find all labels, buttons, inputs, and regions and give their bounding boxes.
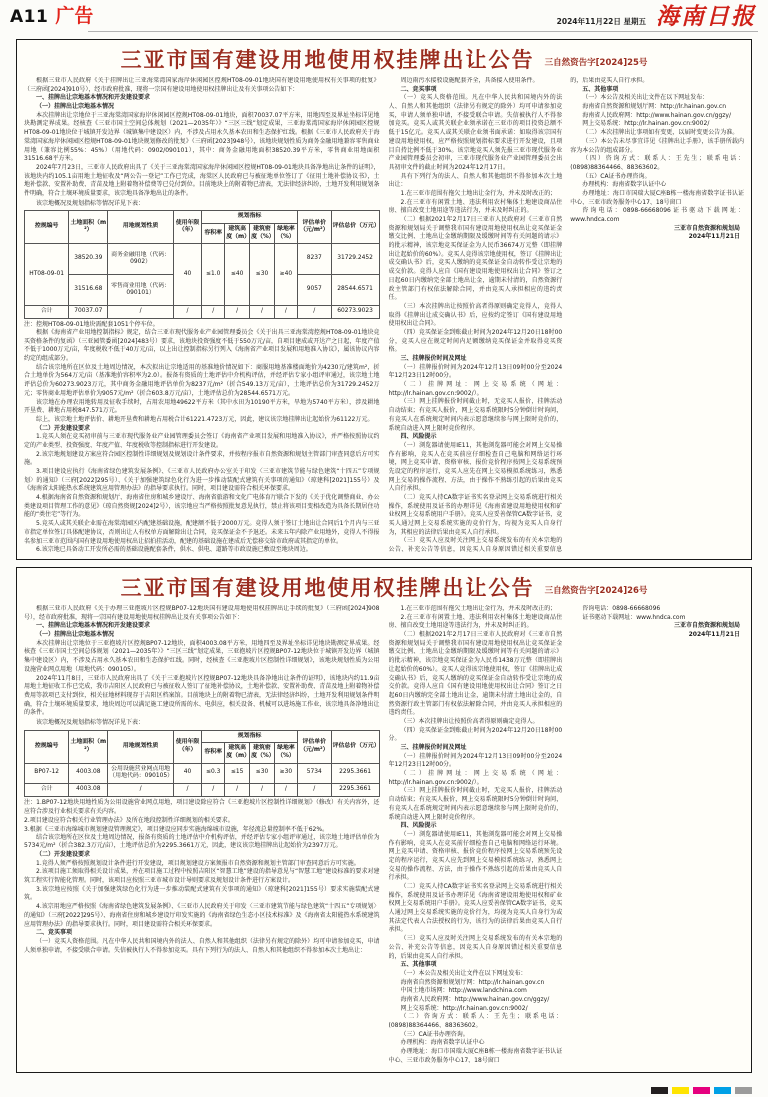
col-green: 绿地率（%） — [274, 743, 297, 763]
table-header-row — [25, 211, 380, 224]
paragraph: （二）根据2021年2月17日三亚市人民政府对《三亚市自然资源和规划局关于调整我市国有建设用地使用权出让竞买保证金缴交比例、土地出让金缴纳期限及缓缴时间等有关问题的请示》的批示精神，该宗地竞买保证金为人民币36674万元整（即挂牌出让起始价的60%）。竞买人竞得该宗地使用权，签订《挂牌出让成交确认书》后，竞买人缴纳的竞买保证金自动转作受让宗地的成交价款。竞得人应自《国有建设用地使用权出让合同》签订之日起60日内缴纳完全部土地出让金，逾期未付清的，自然资源行政主管部门有权依法解除合同，并由竞买人承担相应的违约责任。 — [388, 216, 563, 302]
page-header-left — [10, 1, 93, 28]
paragraph: 2024年11月21日 — [688, 631, 740, 639]
paragraph: 根据三亚市人民政府《关于挂牌出让三亚海棠湾国家海岸休闲园区控规HT08-09-01地块国有建设用地使用权有关事项的批复》（三府函[2024]910号），经市政府批准，现将一宗国有建设用地使用权挂牌出让及有关事项公告如下： — [24, 77, 380, 93]
col-density: 建筑密度（%） — [250, 743, 275, 763]
col-unit-price: 评估单价（元/m²） — [297, 211, 331, 244]
page-number: A11 — [10, 7, 49, 27]
paragraph: 本次挂牌出让宗地位于三亚抱坡片区控规BP07-12地块，面积4003.08平方米，用地四至及界址坐标详见地块勘测定界成果。经核查《三亚市国土空间总体规划（2021—2035年）》“三区三线”划定成果，三亚抱坡片区控规BP07-12地块位于城镇开发边界（城镇集中建设区）内，不涉及占用永久基本农田和生态保护红线。同时，经核查《三亚抱坡片区控制性详细规划》，该地块规划性质为公用设施营业网点用地（用地代码：090105）。 — [24, 639, 380, 673]
paragraph: 二、竞买事项 — [400, 85, 437, 93]
paragraph: 网上交易系统：http://lr.hainan.gov.cn:9002/ — [400, 1004, 528, 1012]
col-density: 建筑密度（%） — [250, 223, 275, 243]
announcement-2-table-notes — [24, 798, 380, 834]
paragraph: （二）竞买人持CA数字证书实名登录网上交易系统进行相关操作，系统使用及证书的办理详见《海南省建设用地使用权和矿业权网上交易系统用户手册》。竞买人应妥善保管CA数字证书，竞买人通过网上交易系统实施的竞价行为，均视为竞买人自身行为，其相应的法律后果由竞买人自行承担。 — [388, 494, 563, 536]
paragraph: （一）本公告及相关出让文件在以下网址发布： — [582, 94, 709, 102]
print-color-bar-gray — [735, 1087, 752, 1094]
paragraph: （二）根据2021年2月17日三亚市人民政府对《三亚市自然资源和规划局关于调整我市国有建设用地使用权出让竞买保证金缴交比例、土地出让金缴纳期限及缓缴时间等有关问题的请示》的批示精神，该宗地竞买保证金为人民币1438万元整（即挂牌出让起始价的60%）。竞买人竞得该宗地使用权，签订《挂牌出让成交确认书》后，竞买人缴纳的竞买保证金自动转作受让宗地的成交价款。竞得人应自《国有建设用地使用权出让合同》签订之日起60日内缴纳完全部土地出让金，逾期未付清土地出让金的，自然资源行政主管部门有权依法解除合同，并由竞买人承担相应的违约责任。 — [388, 631, 563, 717]
announcement-2-body — [24, 605, 744, 1073]
paragraph: 2024年11月21日 — [688, 233, 740, 241]
col-green: 绿地率（%） — [274, 223, 297, 243]
paragraph: 2.在三亚市有闲置土地、违法利用农村集体土地建设商品住房、擅自改变土地用途等违法行为，并未及时纠正的。 — [388, 198, 563, 215]
table-note: 3.根据《三亚市海绵城市规划建设管理规定》，项目建设应同步实施海绵城市设施，年径流总量控制率不低于62%。 — [24, 825, 329, 833]
col-height: 建筑高度（m） — [225, 743, 250, 763]
paragraph: 网上交易系统：http://lr.hainan.gov.cn:9002/ — [582, 120, 710, 128]
paragraph: 咨询电话：0898-66668096 — [582, 605, 661, 612]
announcement-1-land-table — [24, 210, 380, 319]
header-rule — [88, 31, 758, 32]
paragraph: 4.根据海南省自然资源和规划厅、海南省住房和城乡建设厅、海南省旅游和文化广电体育厅联合下发的《关于优化调整商业、办公类建设项目管理工作的意见》（琼自然资规[2024]2号），该宗地应当严格按照批复意见执行，禁止将该项目变相改造为具备长期居住功能的“类住宅”等行为。 — [24, 494, 380, 519]
col-metrics: 规划指标 — [202, 730, 298, 743]
col-years: 使用年限（年） — [173, 730, 201, 763]
announcement-2-land-table — [24, 730, 380, 797]
paragraph: 三、挂牌报价时间及网址 — [400, 355, 467, 362]
paragraph: （一）挂牌出让宗地基本情况 — [36, 103, 115, 111]
announcement-2-title: 三亚市国有建设用地使用权挂牌出让公告 — [120, 575, 535, 600]
announcement-1-title: 三亚市国有建设用地使用权挂牌出让公告 — [120, 47, 535, 72]
paragraph: 海南省自然资源和规划厅网：http://lr.hainan.gov.cn — [582, 103, 727, 111]
col-far: 容积率 — [202, 743, 225, 763]
paragraph: （一）挂牌出让宗地基本情况 — [36, 631, 115, 639]
table-note: 2.项目建设应符合相关行业管理办法》及所在地段控制性详细规划的相关要求。 — [24, 816, 234, 824]
announcement-2 — [16, 567, 752, 1073]
table-total-row: 合计 4003.08 / / / / / / / 2295.3661 — [25, 783, 380, 796]
paragraph: 结合该宗地所在区位及土地周边情况，报备有资质的土地评估中介机构评估，并经评估专家小组评审通过，该宗地土地评估单价为5734元/m²（折合382.3万元/亩），土地评估总价为2295.3661万元，因此，建议该宗地挂牌出让起始价为2397万元。 — [24, 833, 380, 850]
announcement-1-body — [24, 77, 744, 560]
paragraph: 四、风险提示 — [400, 433, 437, 441]
announcement-2-requirements — [24, 834, 380, 956]
paragraph: 办理地址：海口市国瑞大厦C座B栋一楼海南省数字证书认证中心、三亚市政务服务中心17、18号窗口 — [388, 1048, 563, 1064]
print-color-bar-cyan — [714, 1087, 731, 1094]
paragraph: （四）咨询方式：联系人：王先生；联系电话：(0898)88364466、88363602。 — [570, 155, 744, 171]
page-header-right — [557, 5, 756, 28]
paragraph: 办理地址：海口市国瑞大厦C座B栋一楼海南省数字证书认证中心、三亚市政务服务中心17、18号窗口 — [570, 189, 744, 206]
paragraph: 五、其他事项 — [400, 961, 437, 969]
paragraph: 2.该宗地规划建设方案应符合园区控制性详细规划及规划设计条件要求，并按程序报市自然资源和规划主管部门审查同意后方可实施。 — [24, 450, 380, 467]
paragraph: 四、风险提示 — [400, 822, 437, 830]
paragraph: 2024年11月8日，三亚市人民政府出具了《关于三亚抱坡片区控规BP07-12地块具备净地出让条件的证明》，该地块内约11.9亩用地土地征收工作已完成，我市吉阳区人民政府已与被征收人签订了征地补偿协议，土地补偿款、安置补助费、青苗及地上附着物补偿费用等款项已支付到位，相关征地材料现存于吉阳区档案馆。目前地块上的附着物已清表，无法律经济纠纷，土地开发利用规划条件明确，符合土壤环境质量要求，地块周边可以满足施工建设所需的水、电供应，相关设备、机械可以进场施工作业，该宗地具备净地出让的条件。 — [24, 674, 380, 717]
col-use: 用地规划性质 — [108, 211, 174, 244]
paragraph: （二）挂牌网址：网上交易系统（网址：http://lr.hainan.gov.cn:9002/）。 — [388, 381, 563, 397]
paragraph: 5.竞买人或其关联企业需在海棠湾园区内配建基础设施，配建额不低于2000万元。竞得人须于签订土地出让合同后1个月内与三亚市指定单位签订具体配建协议，否则出让人有权单方面解除出让合同，竞买保证金不予退还。未来五年内除产业用地外，竞得人不得报名参加三亚市范围内国有建设用地使用权出让招拍挂活动，配建的基础设施在建成后无偿移交给市政府或其指定的单位。 — [24, 520, 380, 545]
col-use: 用地规划性质 — [108, 730, 174, 763]
paragraph: 二、竞买事项 — [36, 929, 73, 937]
col-area: 土地面积（m²） — [69, 211, 108, 244]
paragraph: 2024年7月23日，三亚市人民政府出具了《关于三亚海棠湾国家海岸休闲园区控规HT08-09-01地块具备净地出让条件的证明》，该地块内约105.1亩用地土地征收及“两公告一登记”工作已完成，海棠区人民政府已与被征地单位签订了《征用土地补偿协议书》，土地补偿款、安置补助费、青苗及地上附着物补偿费等已兑付到位。目前地块上的附着物已清表，无法律经济纠纷，土地开发利用规划条件明确，符合土壤环境质量要求，该宗地具备净地出让的条件。 — [24, 163, 380, 197]
paragraph: （三）网上挂牌报价时间截止时，无竞买人报价，挂牌活动自动结束；有竞买人报价，网上交易系统限时5分钟倒计时询问，有竞买人在系统规定时间内表示愿意继续参与网上限时竞价的，系统自动进入网上限时竞价程序。 — [388, 398, 563, 432]
announcement-1-intro — [24, 77, 380, 199]
paragraph: 海南省自然资源和规划厅网：http://lr.hainan.gov.cn — [400, 978, 545, 986]
paragraph: 具有下列行为的法人、自然人和其他组织不得参加本次土地出让： — [388, 172, 563, 189]
paragraph: 五、其他事项 — [582, 85, 619, 93]
paragraph: 周边雨污水接驳设施配套齐全，具备接入使用条件。 — [400, 77, 539, 84]
paragraph: （一）竞买人资格范围。凡在中华人民共和国境内外的法人、自然人和其他组织（法律另有规定的除外）均可申请参加竞买，申请人须单独申请，不接受联合申请。失信被执行人不得参加竞买。具有下列行为的法人、自然人和其他组织不得参加本次土地出让： — [24, 937, 380, 954]
paragraph: 2.在三亚市有闲置土地、违法利用农村集体土地建设商品住房、擅自改变土地用途等违法行为，并未及时纠正的。 — [388, 613, 563, 630]
paragraph: 中国土地市场网：http://www.landchina.com — [400, 987, 527, 995]
paragraph: （一）挂牌报价时间为2024年12月13日09时00分至2024年12月23日12时00分。 — [388, 363, 563, 380]
paragraph: 根据三亚市人民政府《关于办理三亚抱坡片区控规BP07-12地块国有建设用地使用权挂牌出让手续的批复》（三府函[2024]908号），经市政府批准，现将一宗国有建设用地使用权挂牌出让及有关事项公告如下： — [24, 605, 380, 621]
paragraph: 海南省人民政府网：http://www.hainan.gov.cn/ggzy/ — [582, 111, 731, 119]
col-total-price: 评估总价（万元） — [331, 730, 379, 763]
paragraph: 该宗地在办理农用地转用及征收手续时，占用农用地49622平方米（其中水田为10190平方米，旱地为5740平方米），涉及耕地开垦费、耕地占用税847.571万元。 — [24, 398, 380, 415]
paragraph: 结合该宗地所在区位及土地周边情况，本次拟出让宗地适用的基准地价情况如下：商服用地基准楼面地价为4230元/建筑m²，折合土地单价为564万元/亩（基准地价容积率为2.0）。报备有资质的土地评估中介机构评估，并经评估专家小组评审通过，该宗地土地评估总价为60273.9023万元，其中商务金融用地评估单价为8237元/m²（折合549.13万元/亩），土地评估总价为31729.2452万元；零售商业用地评估单价为9057元/m²（折合603.8万元/亩），土地评估总价为28544.6571万元。 — [24, 363, 380, 397]
table-note: 注：控规HT08-09-01地块需配套1051个停车位。 — [24, 321, 159, 328]
col-plot: 控规编号 — [25, 211, 69, 244]
print-color-bar-magenta — [693, 1087, 710, 1094]
col-unit-price: 评估单价（元/m²） — [297, 730, 331, 763]
table-caption: 该宗地概况及规划指标等情况详见下表： — [36, 718, 145, 726]
paragraph: 本次挂牌出让宗地位于三亚海棠湾国家海岸休闲园区控规HT08-09-01地块，面积70037.07平方米，用地四至及界址坐标详见地块勘测定界成果。经核查《三亚市国土空间总体规划（2021—2035年）》“三区三线”划定成果，三亚海棠湾国家海岸休闲园区控规HT08-09-01地块位于城镇开发边界（城镇集中建设区）内，不涉及占用永久基本农田和生态保护红线。根据《三亚市人民政府关于海棠湾国家海岸休闲园区控规HT08-09-01地块规划修改的批复》（三府函[2023]948号），该地块规划性质为商务金融用地兼容零售商业用地（兼容比例55%：45%）（用地代码：0902/090101），其中：商务金融用地面积38520.39平方米，零售商业用地面积31516.68平方米。 — [24, 111, 380, 163]
table-row: HT08-09-01 38520.39 商务金融用地（代码：0902） 40 ≤1.0 ≤40 ≤30 ≥40 8237 31729.2452 — [25, 244, 380, 275]
paragraph: 3.项目建设应执行《海南省绿色建筑发展条例》、《三亚市人民政府办公室关于印发〈三亚市建筑节能与绿色建筑“十四五”专项规划〉的通知》（三府[2022]295号）、《关于加强建筑绿色化行为进一步推动装配式建筑有关事项的通知》（琼建科[2021]155号）及《海南省太阳能热水系统建筑应用管理办法》的指导要求执行。同时，项目建设需符合相关环保要求。 — [24, 468, 380, 493]
paragraph: （三）竞买人应及时关注网上交易系统发布的有关本宗地的公告、补充公告等信息，因竞买人自身原因错过相关重要信息的，后果由竞买人自行承担。 — [388, 935, 563, 960]
paragraph: 三亚市自然资源和规划局 — [673, 622, 740, 630]
paragraph: （一）竞买人资格范围。凡在中华人民共和国境内外的法人、自然人和其他组织（法律另有规定的除外）均可申请参加竞买，申请人须单独申请，不接受联合申请。失信被执行人不得参加竞买。竞买人或其关联企业须承诺在三亚市的项目投资总额不低于15亿元。竞买人或其关联企业须书面承诺：如取得该宗国有建设用地使用权，应严格按照规划指标要求进行开发建设，且项目自持比例不低于30%。该宗地竞买人须先报三亚市现代服务业产业园管理委员会初审，三亚市现代服务业产业园管理委员会出具初审文件的截止时间为2024年12月17日。 — [388, 94, 563, 171]
announcement-2-doc-number: 三自然资告字[2024]26号 — [544, 586, 648, 596]
col-years: 使用年限（年） — [173, 211, 201, 244]
paragraph: 三亚市自然资源和规划局 — [673, 224, 740, 232]
paragraph: 海南省人民政府网：http://www.hainan.gov.cn/ggzy/ — [400, 995, 550, 1003]
paragraph: 三、挂牌报价时间及网址 — [400, 744, 467, 751]
announcement-1-right-columns — [389, 77, 745, 560]
paragraph: （五）CA证书办理咨询。 — [582, 172, 651, 180]
paragraph: （三）本次挂牌出让按照价高者得原则确定竞得人，竞得人取得《挂牌出让成交确认书》后，应按约定签订《国有建设用地使用权出让合同》。 — [388, 302, 563, 328]
date-line: 2024年11月22日 星期五 — [556, 17, 646, 26]
table-caption: 该宗地概况及规划指标等情况详见下表： — [36, 199, 145, 207]
paragraph: （四）竞买保证金到账截止时间为2024年12月20日18时00分。 — [388, 726, 563, 743]
paragraph: 综上，该宗地土地评估价、耕地开垦费和耕地占用税合计61221.4723万元，因此，建议该宗地挂牌出让起始价为61122万元。 — [36, 415, 374, 423]
paragraph: （三）CA证书办理咨询。 — [400, 1030, 469, 1038]
announcement-1-title-row — [24, 44, 744, 74]
paragraph: （三）网上挂牌报价时间截止时，无竞买人报价，挂牌活动自动结束；有竞买人报价，网上交易系统限时5分钟倒计时询问，有竞买人在系统规定时间内表示愿意继续参与网上限时竞价的，系统自动进入网上限时竞价程序。 — [388, 787, 563, 821]
paragraph: 一、挂牌出让宗地基本情况和开发建设要求 — [36, 622, 151, 630]
paragraph: 证书驱动下载网址：www.hndca.com — [582, 613, 686, 621]
paragraph: 1.竞得人须严格按照规划设计条件进行开发建设，项目规划建设方案须报市自然资源和规划主管部门审查同意后方可实施。 — [36, 859, 360, 867]
paragraph: （二）挂牌网址：网上交易系统（网址：http://lr.hainan.gov.cn:9002/）。 — [388, 770, 563, 786]
col-total-price: 评估总价（万元） — [331, 211, 379, 244]
col-plot: 控规编号 — [25, 730, 69, 763]
section-label: 广告 — [55, 5, 94, 27]
announcement-1-left-column — [24, 77, 380, 560]
col-metrics: 规划指标 — [202, 211, 298, 224]
table-row: BP07-12 4003.08 公用设施营业网点用地（用地代码：090105） 40 ≤0.3 ≤15 ≤30 ≥30 5734 2295.3661 — [25, 763, 380, 783]
paragraph: （一）浏览器请使用IE11，其他浏览器可能会对网上交易操作有影响，竞买人在竞买前仔细检查自己电脑和网络运行环境。网上竞买申请、资格审核、报价竞价程序按网上交易系统预先设定的程序运行，竞买人应先到网上交易模拟系统练习，熟悉网上交易的操作流程、方法，由于操作不熟练引起的后果由竞买人自行承担。 — [388, 830, 563, 882]
announcement-2-right-columns — [389, 605, 745, 1073]
announcement-2-left-column — [24, 605, 380, 1073]
col-area: 土地面积（m²） — [69, 730, 108, 763]
paragraph: （二）开发建设要求 — [36, 851, 91, 859]
announcement-1-requirements — [24, 329, 380, 555]
paragraph: 6.该宗地已具备动工开发所必需的基础设施配套条件，供水、供电、道路等市政设施已敷设至地块周边。 — [36, 546, 312, 554]
paragraph: 咨询电话：0898-66668096证书驱动下载网址：www.hndca.com — [570, 207, 744, 223]
paragraph: 办理机构：海南省数字认证中心 — [582, 181, 667, 189]
paragraph: （三）本次挂牌出让按照价高者得原则确定竞得人。 — [400, 717, 539, 725]
table-row: 31516.68 零售商业用地（代码：090101） 9057 28544.6571 — [25, 275, 380, 306]
paragraph: 根据《海南省产业用地控制指标》规定，结合三亚市现代服务业产业园管理委员会《关于出具三亚海棠湾控规HT08-09-01地块竞买资格条件的复函》（三亚园管委函[2024]483号）要求，该地块投资强度不低于550万元/亩，自项目建成或开达产之日起，年度产值不低于1000万元/亩，年度税收不低于40万元/亩，以上出让控制指标另行列入《海南省产业项目发展和用地准入协议》，属该协议内容约定的组成部分。 — [24, 329, 380, 363]
table-header-row — [25, 730, 380, 743]
masthead-logo: 海南日报 — [656, 3, 756, 30]
paragraph: （二）开发建设要求 — [36, 424, 91, 432]
announcement-2-intro — [24, 605, 380, 718]
paragraph: （一）浏览器请使用IE11，其他浏览器可能会对网上交易操作有影响，竞买人在竞买前应仔细检查自己电脑和网络运行环境，网上竞买申请、资格审核、报价竞价程序按网上交易系统预先设定的程序运行，竞买人应先在网上交易模拟系统练习，熟悉网上交易的操作流程、方法，由于操作不熟练引起的后果由竞买人自行承担。 — [388, 441, 563, 493]
paragraph: （三）本公告未尽事宜详见《挂牌出让手册》，该手册所载内容为本公告的组成部分。 — [570, 137, 744, 154]
paragraph: （一）本公告及相关出让文件在以下网址发布： — [400, 969, 527, 977]
paragraph: 办理机构：海南省数字认证中心 — [400, 1039, 485, 1047]
col-height: 建筑高度（m） — [225, 223, 250, 243]
paragraph: （三）竞买人应及时关注网上交易系统发布的有关本宗地的公告、补充公告等信息，因竞买人自身原因错过相关重要信息的，后果由竞买人自行承担。 — [388, 77, 649, 554]
announcement-1-doc-number: 三自然资告字[2024]25号 — [544, 58, 648, 68]
paragraph: 4.该宗用地应严格按照《海南省绿色建筑发展条例》、《三亚市人民政府关于印发〈三亚市建筑节能与绿色建筑“十四五”专项规划〉的通知》（三府[2022]295号）、海南省住房和城乡建设厅印发实施的《海南省绿色生态小区技术标准》及《海南省太阳能热水系统建筑应用管理办法》的指导要求执行。同时，项目建设需符合相关环保要求。 — [24, 903, 380, 928]
paragraph: 2.该项目施工须取得相关设计成果，并在项目施工过程中按照吉阳区“智慧工地”建设的指导意见与“智慧工地”建设标准的要求对建筑工程实行智能化管理。同时，该项目应按照三亚市城市设计导则要求及规划设计条件进行方案设计。 — [24, 868, 380, 885]
col-far: 容积率 — [202, 223, 225, 243]
announcement-1 — [16, 39, 752, 560]
paragraph: 1.在三亚市范围有拖欠土地出让金行为，并未及时改正的； — [400, 605, 557, 612]
paragraph: （四）竞买保证金到账截止时间为2024年12月20日18时00分，竞买人应在规定时间内足额缴纳竞买保证金并取得竞买资格。 — [388, 328, 563, 354]
paragraph: 一、挂牌出让宗地基本情况和开发建设要求 — [36, 94, 151, 102]
paragraph: （二）本次挂牌出让事项如有变更，以届时变更公告为准。 — [582, 129, 739, 137]
paragraph: 1.竞买人须在竞买初审前与三亚市现代服务业产业园管理委员会签订《海南省产业项目发展和用地准入协议》，并严格按照协议约定的产业类型、投资强度、年度产值、年度税收等控制指标进行开发建设。 — [24, 433, 380, 449]
table-total-row: 合计 70037.07 / / / / / / / 60273.9023 — [25, 306, 380, 319]
paragraph: 1.在三亚市范围有拖欠土地出让金行为，并未及时改正的； — [400, 189, 557, 197]
table-note: 注：1.BP07-12地块用地性质为公用设施营业网点用地，项目建设除应符合《三亚抱坡片区控制性详细规划》（修改）有关内容外，还应符合涉及行业相关要求有关内容。 — [24, 798, 380, 815]
paragraph: （二）竞买人持CA数字证书实名登录网上交易系统进行相关操作，系统使用及证书办理详见《海南省建设用地使用权和矿业权网上交易系统用户手册》。竞买人应妥善保管CA数字证书，竞买人通过网上交易系统实施的竞价行为，均视为竞买人自身行为或其法定代表人合法授权的行为，该行为的法律后果由竞买人自行承担。 — [388, 883, 563, 934]
paragraph: 3.该宗地应按照《关于加强建筑绿色化行为进一步推动装配式建筑有关事项的通知》（琼建科[2021]155号）要求实施装配式建筑。 — [24, 885, 380, 902]
page-header — [0, 0, 768, 29]
print-color-bar-black — [651, 1087, 668, 1094]
announcement-2-title-row — [24, 572, 744, 602]
print-color-bars — [651, 1087, 752, 1094]
paragraph: （二）咨询方式：联系人：王先生；联系电话：(0898)88364466、88363602。 — [388, 1013, 563, 1029]
paragraph: （一）挂牌报价时间为2024年12月13日09时00分至2024年12月23日12时00分。 — [388, 752, 563, 769]
print-color-bar-yellow — [672, 1087, 689, 1094]
